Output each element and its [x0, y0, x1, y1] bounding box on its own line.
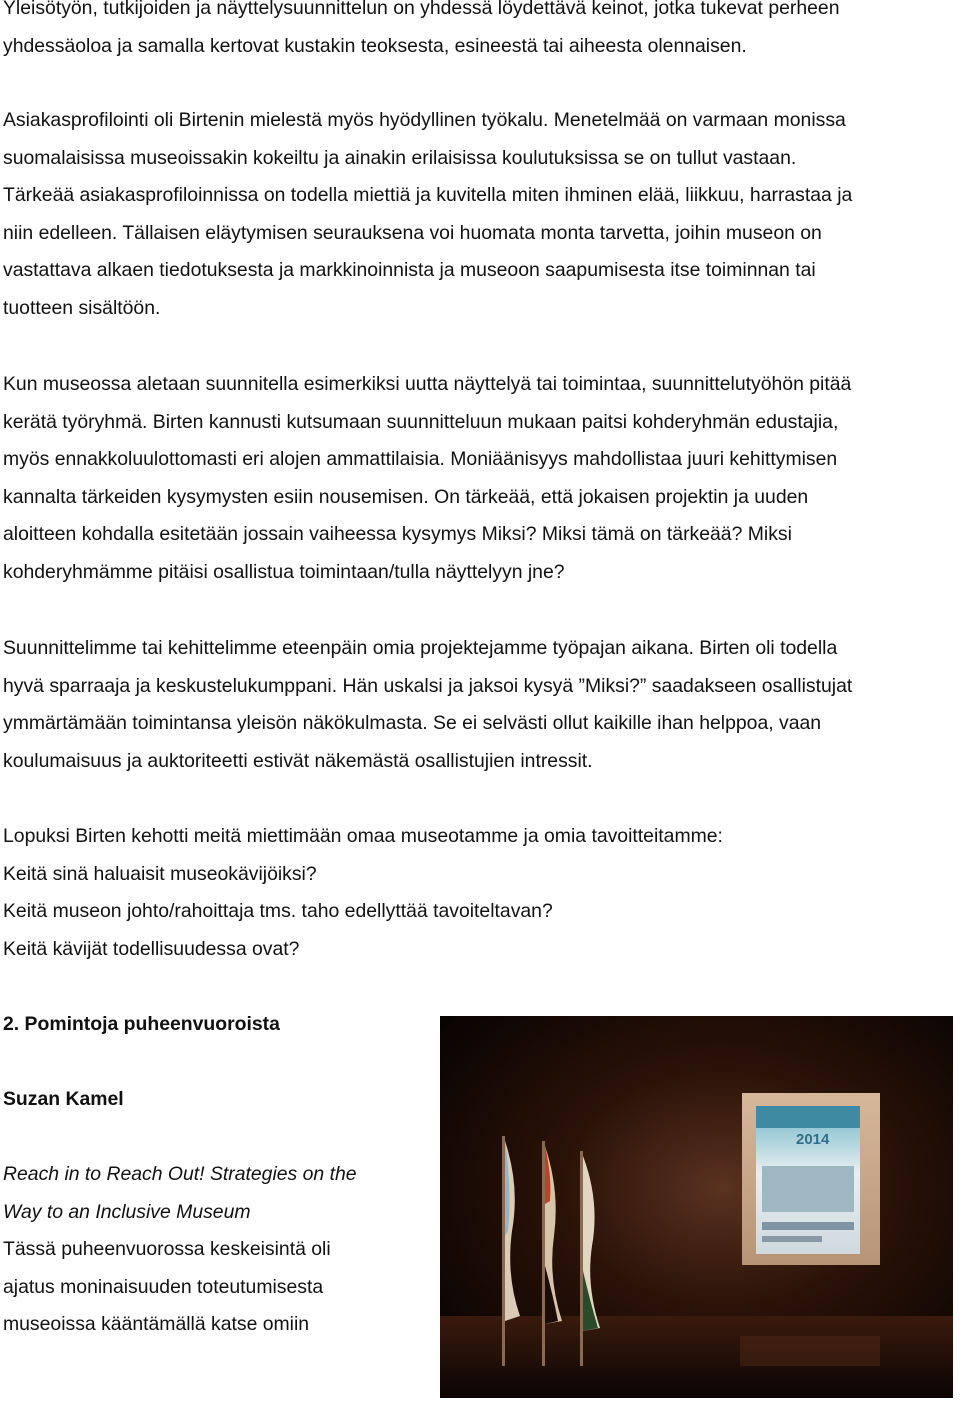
text-line: hyvä sparraaja ja keskustelukumppani. Hän uskalsi ja jaksoi kysyä ”Miksi?” saadakseen osallistujat	[3, 674, 853, 697]
text-line: niin edelleen. Tällaisen eläytymisen seurauksena voi huomata monta tarvetta, joihin museon on	[3, 221, 822, 244]
text-line: aloitteen kohdalla esitetään jossain vaiheessa kysymys Miksi? Miksi tämä on tärkeää? Miksi	[3, 523, 792, 546]
text-line: kannalta tärkeiden kysymysten esiin nousemisen. On tärkeää, että jokaisen projektin ja uuden	[3, 485, 809, 508]
text-line: museoissa kääntämällä katse omiin	[3, 1313, 310, 1336]
text-line: ymmärtämään toimintansa yleisön näkökulmasta. Se ei selvästi ollut kaikille ihan helppoa, vaan	[3, 712, 822, 735]
text-line: Way to an Inclusive Museum	[3, 1200, 251, 1223]
text-line: Yleisötyön, tutkijoiden ja näyttelysuunnittelun on yhdessä löydettävä keinot, jotka tukevat perheen	[3, 0, 840, 19]
text-line: kohderyhmämme pitäisi osallistua toimintaan/tulla näyttelyyn jne?	[3, 560, 565, 583]
text-line: ajatus moninaisuuden toteutumisesta	[3, 1275, 324, 1298]
text-line: Tärkeää asiakasprofiloinnissa on todella miettiä ja kuvitella miten ihminen elää, liikkuu, harrastaa ja	[3, 184, 853, 207]
text-line: Kun museossa aletaan suunnitella esimerkiksi uutta näyttelyä tai toimintaa, suunnittelutyöhön pitää	[3, 373, 852, 395]
speaker-name: Suzan Kamel	[3, 1088, 124, 1110]
text-line: Reach in to Reach Out! Strategies on the	[3, 1163, 357, 1185]
question-line: Keitä sinä haluaisit museokävijöiksi?	[3, 862, 317, 885]
text-line: Suunnittelimme tai kehittelimme eteenpäin omia projektejamme työpajan aikana. Birten oli todella	[3, 637, 838, 659]
text-line: Tässä puheenvuorossa keskeisintä oli	[3, 1238, 331, 1260]
poster-year: 2014	[796, 1131, 830, 1148]
screen-reflection	[740, 1336, 880, 1366]
text-line: yhdessäoloa ja samalla kertovat kustakin teoksesta, esineestä tai aiheesta olennaisen.	[3, 34, 747, 57]
text-line: myös ennakkoluulottomasti eri alojen ammattilaisia. Moniäänisyys mahdollistaa juuri kehittymisen	[3, 448, 838, 471]
paragraph-questions	[3, 818, 958, 968]
text-line: Lopuksi Birten kehotti meitä miettimään omaa museotamme ja omia tavoitteitamme:	[3, 825, 723, 847]
text-line: suomalaisissa museoissakin kokeiltu ja ainakin erilaisissa koulutuksissa se on tullut vastaan.	[3, 146, 797, 169]
talk-title	[3, 1156, 433, 1231]
conference-stage-photo	[440, 1016, 953, 1398]
paragraph-family-engagement	[3, 0, 958, 65]
section-heading: 2. Pomintoja puheenvuoroista	[3, 1013, 280, 1035]
paragraph-customer-profiling	[3, 102, 958, 328]
text-line: vastattava alkaen tiedotuksesta ja markkinoinnista ja museoon saapumisesta itse toiminnan tai	[3, 259, 816, 282]
text-line: Asiakasprofilointi oli Birtenin mielestä myös hyödyllinen työkalu. Menetelmää on varmaan monissa	[3, 109, 846, 131]
question-line: Keitä museon johto/rahoittaja tms. taho edellyttää tavoiteltavan?	[3, 900, 553, 923]
text-line: koulumaisuus ja auktoriteetti estivät näkemästä osallistujien intressit.	[3, 749, 593, 772]
paragraph-planning-team	[3, 366, 958, 592]
text-line: kerätä työryhmä. Birten kannusti kutsumaan suunnitteluun mukaan paitsi kohderyhmän edustajia,	[3, 410, 839, 433]
text-line: tuotteen sisältöön.	[3, 296, 161, 319]
question-line: Keitä kävijät todellisuudessa ovat?	[3, 937, 300, 960]
talk-description	[3, 1231, 433, 1344]
paragraph-workshop	[3, 630, 958, 780]
